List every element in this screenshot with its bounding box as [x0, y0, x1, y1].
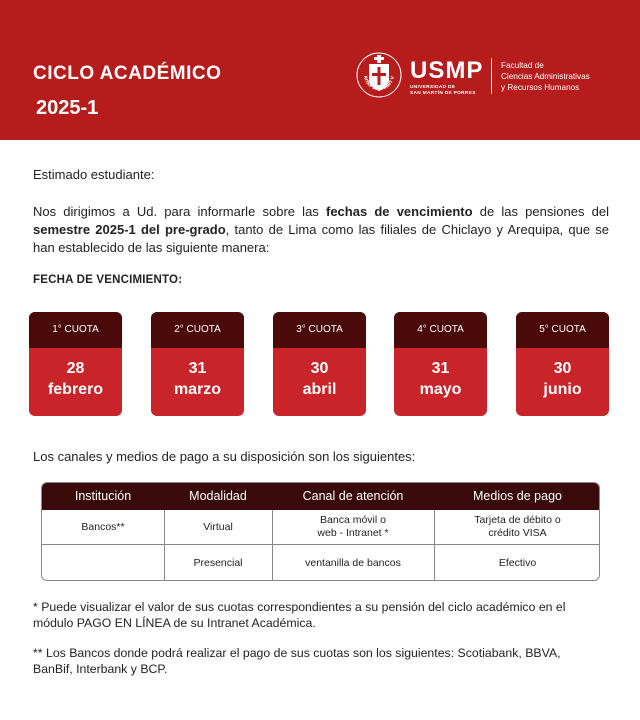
cell-channel: ventanilla de bancos	[305, 557, 401, 569]
header-institution: Institución	[74, 489, 132, 503]
greeting: Estimado estudiante:	[33, 167, 155, 182]
cycle-title: CICLO ACADÉMICO	[33, 63, 222, 84]
usmp-wordmark: USMP	[410, 57, 484, 84]
installment-day: 30	[553, 360, 572, 377]
installment-label: 2° CUOTA	[151, 312, 244, 348]
installment-card-4	[394, 312, 487, 416]
cell-payment: Tarjeta de débito o crédito VISA	[474, 514, 561, 539]
installment-cards	[29, 312, 609, 416]
usmp-seal-icon	[356, 52, 402, 98]
cell-mode: Presencial	[193, 557, 243, 569]
installment-card-3	[273, 312, 366, 416]
faculty-name: Facultad de Ciencias Administrativas y Recursos Humanos	[501, 61, 590, 92]
cell-institution	[42, 545, 164, 581]
installment-label: 4° CUOTA	[394, 312, 487, 348]
installment-label: 3° CUOTA	[273, 312, 366, 348]
installment-month: abril	[302, 381, 337, 398]
installment-day: 31	[188, 360, 207, 377]
installment-month: mayo	[419, 381, 462, 398]
installment-card-5	[516, 312, 609, 416]
installment-month: febrero	[47, 381, 104, 398]
usmp-logo	[356, 52, 616, 102]
cell-mode: Virtual	[203, 520, 233, 533]
cell-channel: Banca móvil o web - Intranet *	[317, 514, 389, 539]
usmp-subtitle: UNIVERSIDAD DE SAN MARTÍN DE PORRES	[410, 85, 476, 96]
table-header-row	[42, 483, 600, 510]
installment-day: 31	[431, 360, 450, 377]
footnote-intranet: * Puede visualizar el valor de sus cuotas correspondientes a su pensión del ciclo académico en el módulo PAGO EN LÍNEA de su Intranet Académica.	[33, 600, 566, 630]
footnote-banks: ** Los Bancos donde podrá realizar el pago de sus cuotas son los siguientes: Scotiabank, BBVA, BanBif, Interbank y BCP.	[33, 646, 561, 676]
intro-paragraph: Nos dirigimos a Ud. para informarle sobre las fechas de vencimiento de las pensiones del semestre 2025-1 del pre-grado, tanto de Lima como las filiales de Chiclayo y Arequipa, que se han establecido de las siguiente manera:	[33, 204, 609, 255]
cell-institution: Bancos**	[81, 520, 125, 533]
due-date-heading: FECHA DE VENCIMIENTO:	[33, 274, 183, 286]
seal-motto: RITAS LIBERABIT V	[362, 75, 395, 92]
installment-label: 5° CUOTA	[516, 312, 609, 348]
installment-day: 30	[310, 360, 329, 377]
header-payment: Medios de pago	[473, 489, 562, 503]
channels-intro: Los canales y medios de pago a su disposición son los siguientes:	[33, 449, 416, 464]
installment-day: 28	[66, 360, 85, 377]
installment-label: 1° CUOTA	[29, 312, 122, 348]
header-channel: Canal de atención	[302, 489, 404, 503]
logo-divider	[491, 58, 492, 94]
header-banner	[0, 0, 640, 140]
installment-card-2	[151, 312, 244, 416]
installment-month: marzo	[173, 381, 222, 398]
cell-payment: Efectivo	[498, 557, 537, 569]
payment-channels-table	[41, 482, 600, 581]
header-mode: Modalidad	[189, 489, 247, 503]
cycle-year: 2025-1	[36, 97, 99, 119]
installment-month: junio	[543, 381, 582, 398]
installment-card-1	[29, 312, 122, 416]
